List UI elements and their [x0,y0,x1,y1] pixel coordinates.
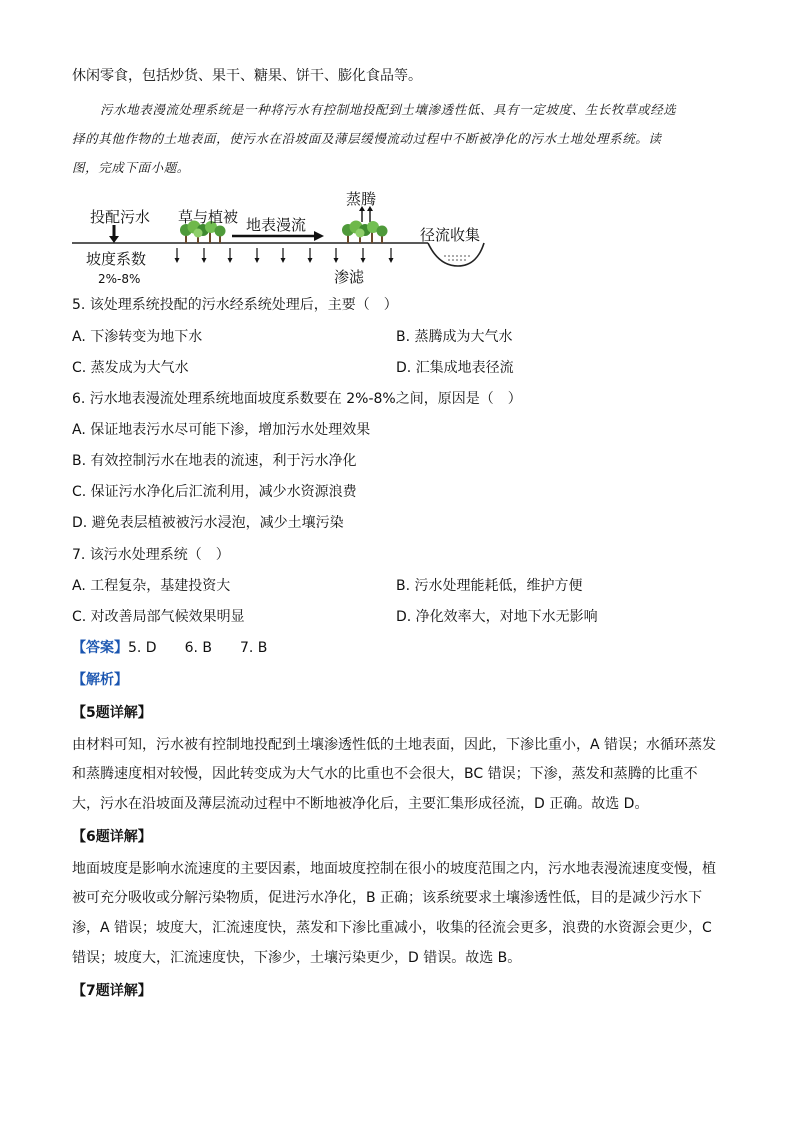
detail-6-line-3: 渗，A 错误；坡度大，汇流速度快，蒸发和下渗比重减小，收集的径流会更多，浪费的水资源会更少，C [72,920,712,936]
detail-5-line-3: 大，污水在沿坡面及薄层流动过程中不断地被净化后，主要汇集形成径流，D 正确。故选 D。 [72,796,649,812]
answer-tag: 【答案】 [72,640,128,656]
question-5-option-c: C. 蒸发成为大气水 [72,360,189,376]
passage-line-2: 择的其他作物的土地表面，使污水在沿坡面及薄层缓慢流动过程中不断被净化的污水土地处理系统。读 [72,131,662,146]
answer-text: 5. D 6. B 7. B [128,640,268,656]
question-6-stem: 6. 污水地表漫流处理系统地面坡度系数要在 2%-8%之间，原因是（ ） [72,391,522,407]
figure-label-slope: 坡度系数 [86,250,147,268]
detail-5-line-1: 由材料可知，污水被有控制地投配到土壤渗透性低的土地表面，因此，下渗比重小，A 错误；水循环蒸发 [72,737,717,753]
figure-label-slope-range: 2%-8% [98,272,141,286]
overland-flow-figure [60,186,500,290]
figure-label-inflow: 投配污水 [90,208,151,226]
figure-label-seep: 渗滤 [334,268,365,286]
detail-5-line-2: 和蒸腾速度相对较慢，因此转变成为大气水的比重也不会很大，BC 错误；下渗，蒸发和蒸腾的比重不 [72,766,698,782]
figure-label-overland: 地表漫流 [246,216,307,234]
question-7-option-a: A. 工程复杂，基建投资大 [72,578,231,594]
detail-6-title: 【6题详解】 [72,829,152,845]
analysis-tag: 【解析】 [72,672,128,688]
detail-7-title: 【7题详解】 [72,983,152,999]
question-7-stem: 7. 该污水处理系统（ ） [72,547,230,563]
detail-6-line-1: 地面坡度是影响水流速度的主要因素，地面坡度控制在很小的坡度范围之内，污水地表漫流速度变慢，植 [72,861,716,877]
figure-label-vegetation: 草与植被 [178,208,239,226]
question-6-option-d: D. 避免表层植被被污水浸泡，减少土壤污染 [72,515,344,531]
answer-line [72,638,267,658]
question-7-option-d: D. 净化效率大，对地下水无影响 [396,609,598,625]
intro-line: 休闲零食，包括炒货、果干、糖果、饼干、膨化食品等。 [72,68,422,84]
question-6-option-a: A. 保证地表污水尽可能下渗，增加污水处理效果 [72,422,371,438]
question-7-option-c: C. 对改善局部气候效果明显 [72,609,245,625]
vegetation-right-icon [342,221,388,244]
question-5-option-d: D. 汇集成地表径流 [396,360,514,376]
detail-5-title: 【5题详解】 [72,705,152,721]
question-5-option-a: A. 下渗转变为地下水 [72,329,203,345]
detail-6-line-4: 错误；坡度大，汇流速度快，下渗少，土壤污染更少，D 错误。故选 B。 [72,950,522,966]
figure-label-collect: 径流收集 [420,226,481,244]
question-7-option-b: B. 污水处理能耗低，维护方便 [396,578,583,594]
passage-line-3: 图，完成下面小题。 [72,160,190,175]
question-5-stem: 5. 该处理系统投配的污水经系统处理后，主要（ ） [72,297,398,313]
question-5-option-b: B. 蒸腾成为大气水 [396,329,513,345]
figure-label-evap: 蒸腾 [346,190,377,208]
passage-line-1: 污水地表漫流处理系统是一种将污水有控制地投配到土壤渗透性低、具有一定坡度、生长牧草或经选 [100,102,677,117]
detail-6-line-2: 被可充分吸收或分解污染物质，促进污水净化，B 正确；该系统要求土壤渗透性低，目的是减少污水下 [72,890,703,906]
question-6-option-c: C. 保证污水净化后汇流利用，减少水资源浪费 [72,484,357,500]
question-6-option-b: B. 有效控制污水在地表的流速，利于污水净化 [72,453,357,469]
